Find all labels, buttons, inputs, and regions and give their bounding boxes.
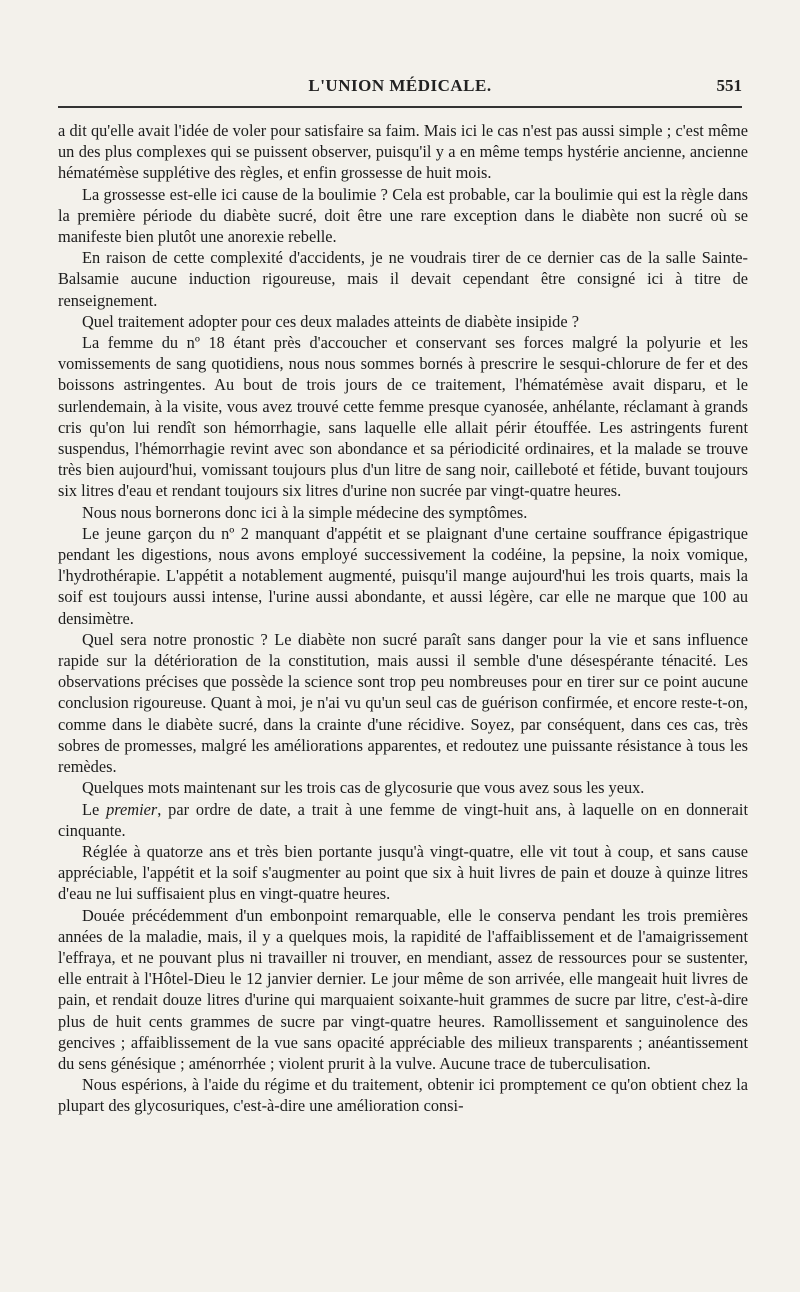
paragraph: [58, 799, 748, 841]
page-header: [58, 76, 742, 102]
paragraph: Douée précédemment d'un embonpoint remarquable, elle le conserva pendant les trois premières années de la maladie, mais, il y a quelques mois, la rapidité de l'affaiblissement et de l'amaigrissement l'effraya, et ne pouvant plus ni travailler ni trouver, en mendiant, assez de ressources pour se sustenter, elle entrait à l'Hôtel-Dieu le 12 janvier dernier. Le jour même de son arrivée, elle mangeait huit livres de pain, et rendait douze litres d'urine qui marquaient soixante-huit grammes de sucre par litre, c'est-à-dire plus de huit cents grammes de sucre par vingt-quatre heures. Ramollissement et sanguinolence des gencives ; affaiblissement de la vue sans opacité appréciable des milieux transparents ; anéantissement du sens génésique ; aménorrhée ; violent prurit à la vulve. Aucune trace de tuberculisation.: [58, 905, 748, 1073]
paragraph: En raison de cette complexité d'accidents, je ne voudrais tirer de ce dernier cas de la salle Sainte-Balsamie aucune induction rigoureuse, mais il devait cependant être consigné ici à titre de renseignement.: [58, 248, 748, 310]
emphasized-text: premier: [106, 799, 158, 819]
header-rule: [58, 106, 742, 108]
article-body: [58, 120, 748, 1117]
paragraph: Le jeune garçon du nº 2 manquant d'appétit et se plaignant d'une certaine souffrance épigastrique pendant les digestions, nous avons employé successivement la codéine, la pepsine, la noix vomique, l'hydrothérapie. L'appétit a notablement augmenté, puisqu'il mange aujourd'hui les trois quarts, mais la soif est toujours aussi intense, l'urine aussi abondante, et aussi légère, car elle ne marque que 100 au densimètre.: [58, 523, 748, 628]
paragraph-text: , par ordre de date, a trait à une femme de vingt-huit ans, à laquelle on en donnerait cinquante.: [58, 799, 748, 840]
paragraph: Nous espérions, à l'aide du régime et du traitement, obtenir ici promptement ce qu'on obtient chez la plupart des glycosuriques, c'est-à-dire une amélioration consi-: [58, 1075, 748, 1116]
page-number: 551: [716, 76, 742, 95]
running-title: L'UNION MÉDICALE.: [308, 76, 492, 95]
paragraph: Quelques mots maintenant sur les trois cas de glycosurie que vous avez sous les yeux.: [82, 778, 645, 798]
paragraph: La femme du nº 18 étant près d'accoucher et conservant ses forces malgré la polyurie et les vomissements de sang quotidiens, nous nous sommes bornés à prescrire le sesqui-chlorure de fer et des boissons astringentes. Au bout de trois jours de ce traitement, l'hématémèse avait disparu, et le surlendemain, à la visite, vous avez trouvé cette femme presque cyanosée, anhélante, réclamant à grands cris qu'on lui rendît son hémorrhagie, sans laquelle elle allait périr étouffée. Les astringents furent suspendus, l'hémorrhagie revint avec son abondance et sa périodicité ordinaires, et la malade se trouve très bien aujourd'hui, vomissant toujours plus d'un litre de sang noir, cailleboté et fétide, buvant toujours six litres d'eau et rendant toujours six litres d'urine non sucrée par vingt-quatre heures.: [58, 333, 748, 501]
paragraph-text: Le: [82, 799, 107, 819]
paragraph: Réglée à quatorze ans et très bien portante jusqu'à vingt-quatre, elle vit tout à coup, et sans cause appréciable, l'appétit et la soif s'augmenter au point que six à huit livres de pain et douze à quinze litres d'eau ne lui suffisaient plus en vingt-quatre heures.: [58, 841, 748, 904]
paragraph: Quel traitement adopter pour ces deux malades atteints de diabète insipide ?: [82, 311, 579, 331]
paragraph: Nous nous bornerons donc ici à la simple médecine des symptômes.: [82, 502, 528, 522]
paragraph: Quel sera notre pronostic ? Le diabète non sucré paraît sans danger pour la vie et sans influence rapide sur la détérioration de la constitution, mais aussi il semble d'une désespérante ténacité. Les observations précises que possède la science sont trop peu nombreuses pour en tirer sur ce point aucune conclusion rigoureuse. Quant à moi, je n'ai vu qu'un seul cas de guérison confirmée, et encore reste-t-on, comme dans le diabète sucré, dans la crainte d'une récidive. Soyez, par conséquent, dans ces cas, très sobres de promesses, malgré les améliorations apparentes, et redoutez une puissante résistance à tous les remèdes.: [58, 629, 748, 777]
paragraph: a dit qu'elle avait l'idée de voler pour satisfaire sa faim. Mais ici le cas n'est pas aussi simple ; c'est même un des plus complexes qui se puissent observer, puisqu'il y a en même temps hystérie ancienne, ancienne hématémèse supplétive des règles, et enfin grossesse de huit mois.: [58, 121, 748, 183]
paragraph: La grossesse est-elle ici cause de la boulimie ? Cela est probable, car la boulimie qui est la règle dans la première période du diabète sucré, doit être une rare exception dans le diabète non sucré où se manifeste bien plutôt une anorexie rebelle.: [58, 184, 748, 247]
